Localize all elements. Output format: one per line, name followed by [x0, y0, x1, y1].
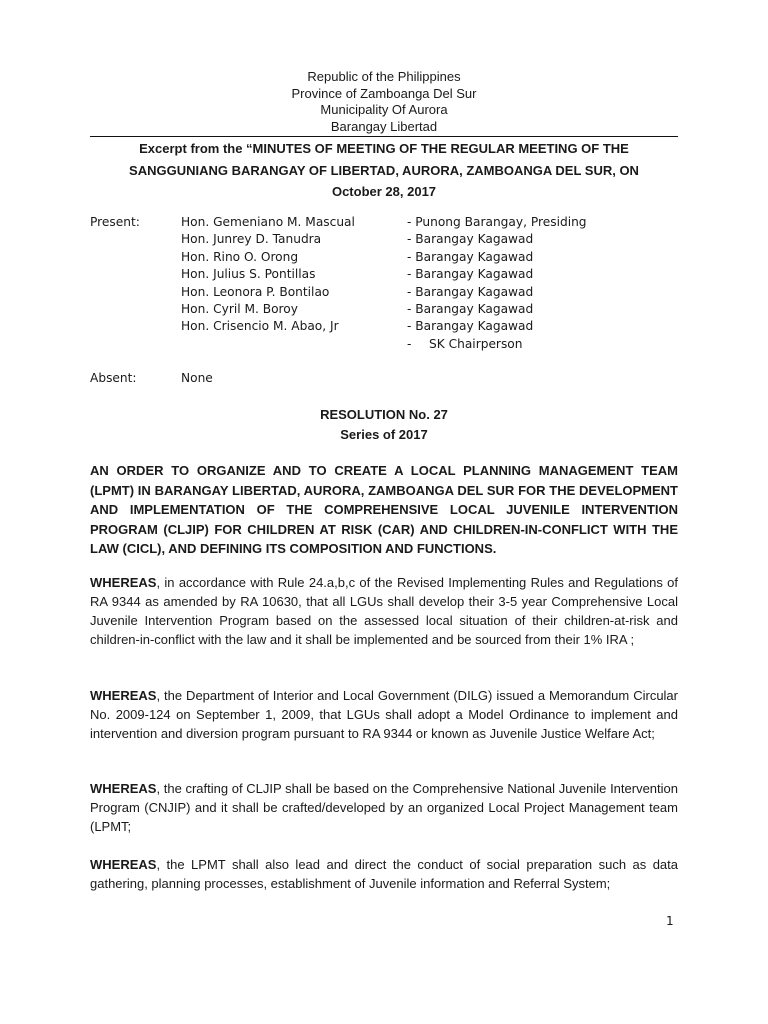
whereas-text: , the Department of Interior and Local Government (DILG) issued a Memorandum Circular No. 2009-124 on September 1, 2009, that LGUs shall adopt a Model Ordinance to implement and intervention and diversion program pursuant to RA 9344 or known as Juvenile Justice Welfare Act; — [90, 688, 678, 741]
whereas-paragraph — [90, 779, 678, 836]
whereas-keyword: WHEREAS — [90, 857, 157, 872]
member-name: Hon. Crisencio M. Abao, Jr — [181, 319, 339, 334]
member-name: Hon. Leonora P. Bontilao — [181, 284, 330, 299]
header-province: Province of Zamboanga Del Sur — [291, 85, 477, 101]
member-role: - Barangay Kagawad — [407, 302, 534, 317]
member-name: Hon. Junrey D. Tanudra — [181, 232, 322, 247]
member-name: Hon. Gemeniano M. Mascual — [181, 215, 355, 229]
title-line-3: October 28, 2017 — [331, 184, 437, 199]
whereas-text: , the LPMT shall also lead and direct the conduct of social preparation such as data gathering, planning processes, establishment of Juvenile information and Referral System; — [90, 857, 678, 891]
member-role: - Barangay Kagawad — [407, 249, 534, 264]
member-role: - Barangay Kagawad — [407, 284, 534, 299]
member-role: - Punong Barangay, Presiding — [407, 215, 587, 229]
resolution-series: Series of 2017 — [340, 426, 428, 442]
whereas-keyword: WHEREAS — [90, 781, 157, 796]
whereas-text: , in accordance with Rule 24.a,b,c of the Revised Implementing Rules and Regulations of RA 9344 as amended by RA 10630, that all LGUs shall develop their 3-5 year Comprehensive Local Juvenile Intervention Program based on the assessed local situation of their children-at-risk and children-in-conflict with the law and it shall be implemented and be sourced from their 1% IRA ; — [90, 575, 678, 647]
header-divider — [90, 136, 678, 137]
whereas-text: , the crafting of CLJIP shall be based on the Comprehensive National Juvenile Intervention Program (CNJIP) and it shall be crafted/developed by an organized Local Project Management team (LPMT; — [90, 781, 678, 834]
header-municipality: Municipality Of Aurora — [320, 102, 448, 117]
present-label: Present: — [90, 215, 140, 229]
header-country: Republic of the Philippines — [307, 69, 461, 84]
header-barangay: Barangay Libertad — [330, 118, 438, 134]
absent-value: None — [181, 371, 213, 385]
document-title — [90, 138, 678, 203]
resolution-number: RESOLUTION No. 27 — [320, 407, 448, 422]
whereas-paragraph — [90, 686, 678, 743]
document-header — [90, 69, 678, 135]
sk-role-text: SK Chairperson — [429, 336, 523, 351]
sk-dash: - — [407, 336, 412, 351]
whereas-paragraph — [90, 855, 678, 893]
member-name: Hon. Cyril M. Boroy — [181, 302, 298, 317]
member-name: Hon. Julius S. Pontillas — [181, 267, 316, 282]
title-line-1: Excerpt from the “MINUTES OF MEETING OF THE REGULAR MEETING OF THE — [139, 141, 629, 156]
resolution-heading: AN ORDER TO ORGANIZE AND TO CREATE A LOCAL PLANNING MANAGEMENT TEAM (LPMT) IN BARANGAY LIBERTAD, AURORA, ZAMBOANGA DEL SUR FOR THE DEVELOPMENT AND IMPLEMENTATION OF THE COMPREHENSIVE LOCAL JUVENILE INTERVENTION PROGRAM (CLJIP) FOR CHILDREN AT RISK (CAR) AND CHILDREN-IN-CONFLICT WITH THE LAW (CICL), AND DEFINING ITS COMPOSITION AND FUNCTIONS. — [90, 463, 678, 556]
present-roles — [407, 214, 587, 353]
resolution-block — [90, 405, 678, 444]
page-number: 1 — [666, 914, 674, 928]
member-role: - Barangay Kagawad — [407, 319, 534, 334]
whereas-paragraph — [90, 573, 678, 649]
whereas-keyword: WHEREAS — [90, 688, 157, 703]
whereas-keyword: WHEREAS — [90, 575, 157, 590]
title-line-2: SANGGUNIANG BARANGAY OF LIBERTAD, AURORA, ZAMBOANGA DEL SUR, ON — [129, 162, 639, 178]
present-names — [181, 214, 355, 336]
member-name: Hon. Rino O. Orong — [181, 249, 299, 264]
sk-chairperson-role — [407, 336, 587, 353]
absent-label: Absent: — [90, 371, 137, 385]
member-role: - Barangay Kagawad — [407, 232, 534, 247]
member-role: - Barangay Kagawad — [407, 267, 534, 282]
